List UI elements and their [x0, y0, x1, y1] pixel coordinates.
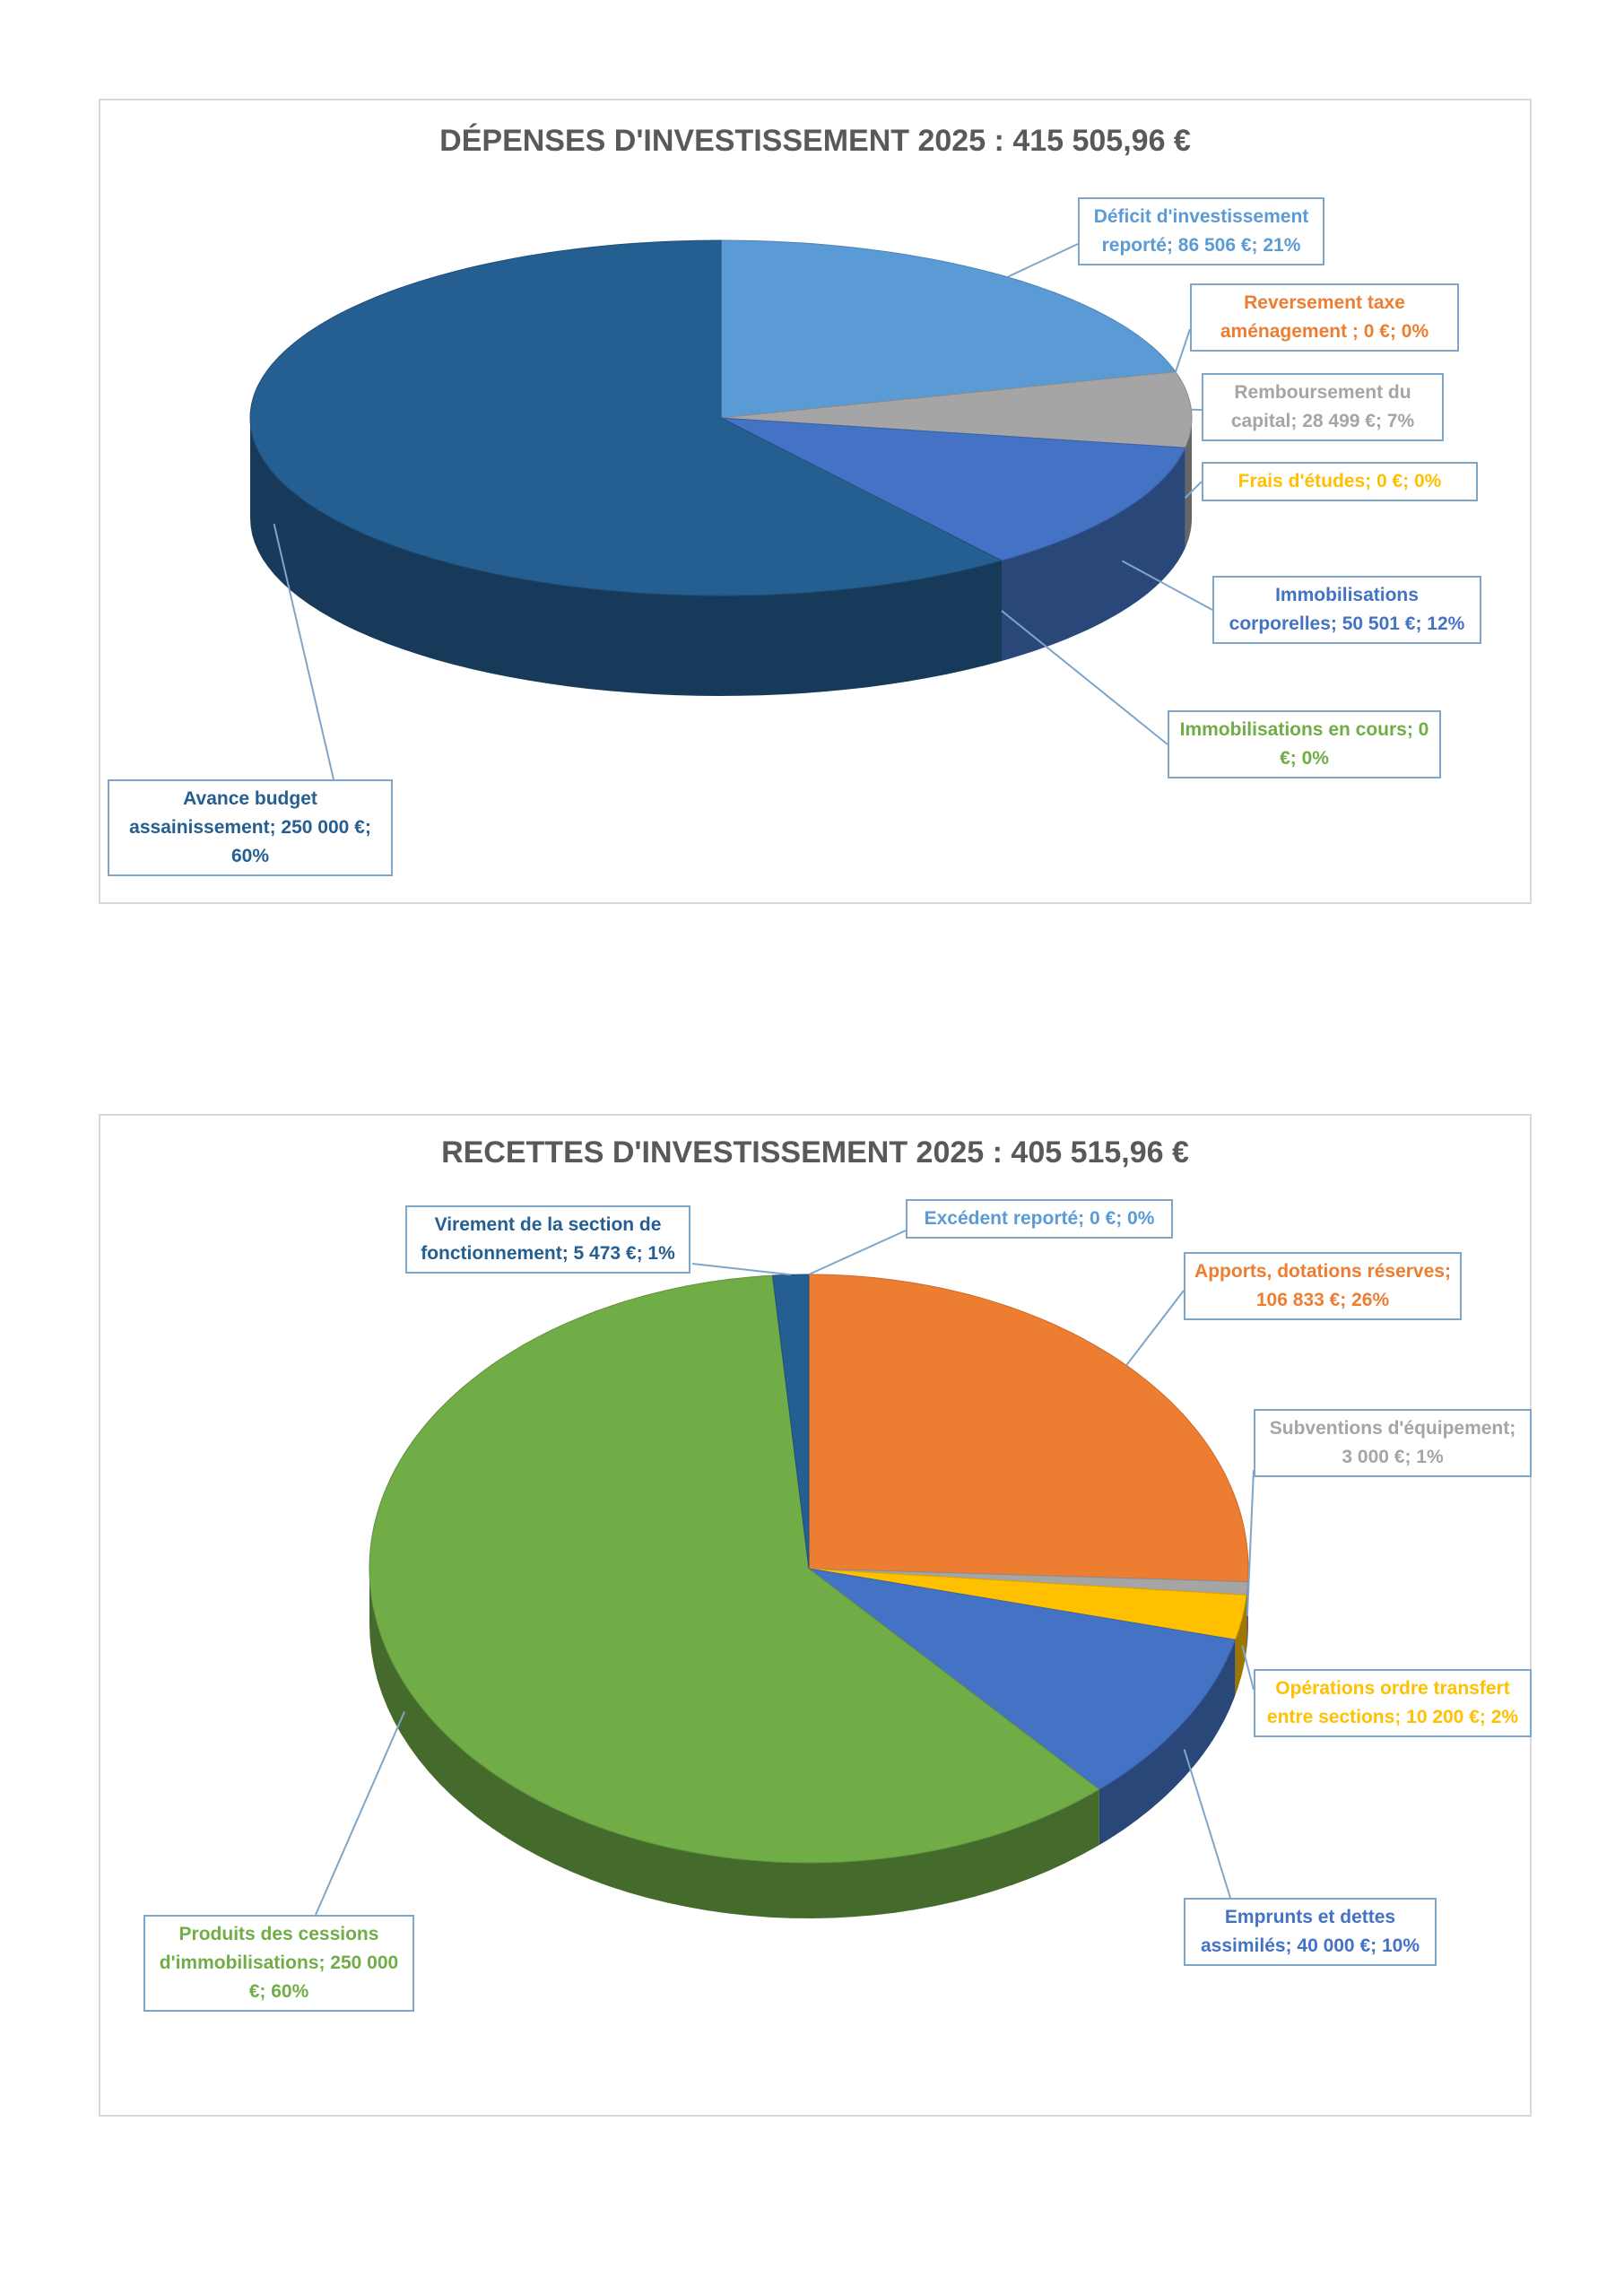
data-label-remboursement-capital: Remboursement du capital; 28 499 €; 7%	[1202, 373, 1444, 441]
leader-line-deficit-d-investissement-reporte	[1007, 244, 1078, 277]
leader-line-reversement-taxe-amenagement	[1176, 329, 1190, 372]
pie-slice-apports-dotations-reserves	[809, 1274, 1248, 1582]
data-label-immobilisations-en-cours: Immobilisations en cours; 0 €; 0%	[1168, 710, 1441, 778]
chart-depenses	[99, 99, 1532, 904]
data-label-excedent-reporte: Excédent reporté; 0 €; 0%	[906, 1199, 1173, 1239]
leader-line-excedent-reporte	[809, 1231, 906, 1274]
data-label-immobilisations-corporelles: Immobilisations corporelles; 50 501 €; 12%	[1212, 576, 1481, 644]
data-label-deficit-investissement: Déficit d'investissement reporté; 86 506 €; 21%	[1078, 197, 1324, 265]
data-label-reversement-taxe: Reversement taxe aménagement ; 0 €; 0%	[1190, 283, 1459, 352]
chart-recettes	[99, 1114, 1532, 2117]
data-label-operations-ordre: Opérations ordre transfert entre sections; 10 200 €; 2%	[1254, 1669, 1532, 1737]
chart-title: DÉPENSES D'INVESTISSEMENT 2025 : 415 505,96 €	[439, 124, 1191, 158]
data-label-produits-cessions: Produits des cessions d'immobilisations; 250 000 €; 60%	[143, 1915, 414, 2012]
leader-line-produits-des-cessions-d-immobilisations	[316, 1711, 404, 1915]
pie-top-faces	[369, 1274, 1248, 1863]
data-label-virement-section: Virement de la section de fonctionnement; 5 473 €; 1%	[405, 1205, 690, 1274]
leader-line-operations-ordre-transfert-entre-sections	[1242, 1646, 1254, 1690]
leader-line-emprunts-et-dettes-assimiles	[1185, 1750, 1230, 1899]
chart-title: RECETTES D'INVESTISSEMENT 2025 : 405 515,96 €	[441, 1135, 1189, 1170]
data-label-emprunts-dettes: Emprunts et dettes assimilés; 40 000 €; 10%	[1184, 1898, 1437, 1966]
pie-top-faces	[250, 240, 1192, 596]
data-label-frais-etudes: Frais d'études; 0 €; 0%	[1202, 462, 1478, 501]
leader-line-virement-de-la-section-de-fonctionnement	[692, 1264, 791, 1274]
leader-line-apports-dotations-reserves	[1126, 1291, 1184, 1365]
leader-line-subventions-d-equipement	[1247, 1470, 1254, 1616]
data-label-apports-dotations: Apports, dotations réserves; 106 833 €; 26%	[1184, 1252, 1462, 1320]
data-label-avance-budget: Avance budget assainissement; 250 000 €; 60%	[108, 779, 393, 876]
data-label-subventions-equipement: Subventions d'équipement; 3 000 €; 1%	[1254, 1409, 1532, 1477]
